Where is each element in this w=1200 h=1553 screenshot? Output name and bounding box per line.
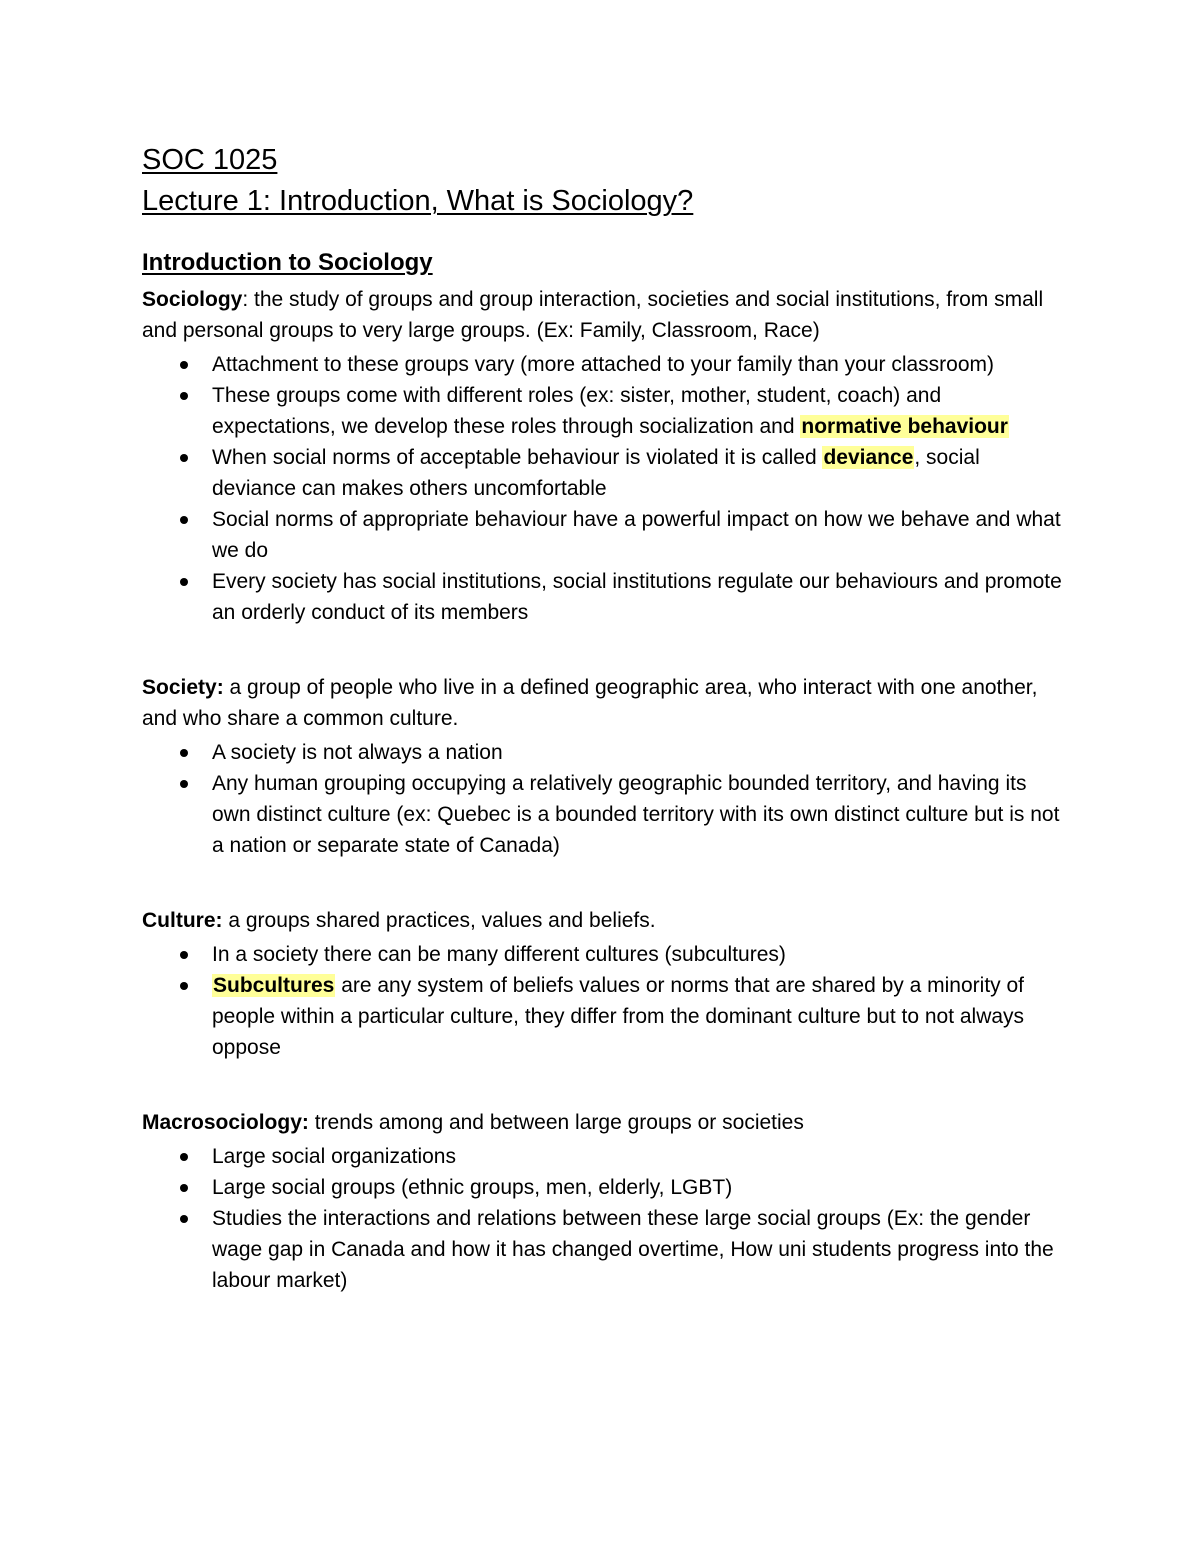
society-definition bbox=[142, 672, 1062, 734]
list-item-text: Studies the interactions and relations between these large social groups (Ex: the gender wage gap in Canada and how it has changed overtime, How uni students progress into the labour market) bbox=[212, 1207, 1054, 1292]
list-item bbox=[142, 1141, 1062, 1172]
list-item-text: are any system of beliefs values or norms that are shared by a minority of people within a particular culture, they differ from the dominant culture but to not always oppose bbox=[212, 974, 1025, 1059]
list-item bbox=[142, 1172, 1062, 1203]
culture-definition bbox=[142, 905, 1062, 936]
macrosociology-definition bbox=[142, 1107, 1062, 1138]
list-item bbox=[142, 504, 1062, 566]
list-item-text: Social norms of appropriate behaviour have a powerful impact on how we behave and what we do bbox=[212, 508, 1061, 562]
list-item-text: A society is not always a nation bbox=[212, 741, 503, 764]
sociology-term: Sociology bbox=[142, 288, 243, 311]
macrosociology-bullet-list bbox=[142, 1141, 1062, 1296]
course-title: SOC 1025 bbox=[142, 144, 278, 176]
list-item bbox=[142, 1203, 1062, 1296]
society-bullet-list bbox=[142, 737, 1062, 861]
bullet-icon bbox=[180, 361, 188, 369]
list-item bbox=[142, 566, 1062, 628]
highlight-normative-behaviour: normative behaviour bbox=[801, 415, 1008, 438]
bullet-icon bbox=[180, 951, 188, 959]
sociology-definition bbox=[142, 284, 1062, 346]
culture-term: Culture: bbox=[142, 909, 223, 932]
list-item-text: In a society there can be many different cultures (subcultures) bbox=[212, 943, 786, 966]
list-item bbox=[142, 939, 1062, 970]
bullet-icon bbox=[180, 749, 188, 757]
list-item-text: Any human grouping occupying a relatively geographic bounded territory, and having its own distinct culture (ex: Quebec is a bounded territory with its own distinct culture but is not a nation or separate state of Canada) bbox=[212, 772, 1060, 857]
list-item bbox=[142, 380, 1062, 442]
bullet-icon bbox=[180, 578, 188, 586]
bullet-icon bbox=[180, 454, 188, 462]
macrosociology-text: trends among and between large groups or societies bbox=[308, 1111, 804, 1134]
list-item bbox=[142, 768, 1062, 861]
section-heading: Introduction to Sociology bbox=[142, 249, 433, 276]
highlight-subcultures: Subcultures bbox=[213, 974, 335, 997]
list-item-text: These groups come with different roles (ex: sister, mother, student, coach) and expectations, we develop these roles through socialization and bbox=[212, 384, 942, 438]
bullet-icon bbox=[180, 1153, 188, 1161]
list-item-text: Every society has social institutions, social institutions regulate our behaviours and promote an orderly conduct of its members bbox=[212, 570, 1062, 624]
document-page bbox=[142, 140, 1062, 1296]
society-text: a group of people who live in a defined geographic area, who interact with one another, and who share a common culture. bbox=[142, 676, 1038, 730]
list-item-text: When social norms of acceptable behaviour is violated it is called bbox=[212, 446, 823, 469]
bullet-icon bbox=[180, 392, 188, 400]
bullet-icon bbox=[180, 780, 188, 788]
sociology-text: : the study of groups and group interaction, societies and social institutions, from small and personal groups to very large groups. (Ex: Family, Classroom, Race) bbox=[142, 288, 1044, 342]
list-item bbox=[142, 970, 1062, 1063]
culture-bullet-list bbox=[142, 939, 1062, 1063]
macrosociology-term: Macrosociology: bbox=[142, 1111, 309, 1134]
list-item-text: Large social organizations bbox=[212, 1145, 456, 1168]
society-term: Society: bbox=[142, 676, 224, 699]
lecture-title: Lecture 1: Introduction, What is Sociology? bbox=[142, 185, 694, 217]
bullet-icon bbox=[180, 1184, 188, 1192]
bullet-icon bbox=[180, 1215, 188, 1223]
list-item bbox=[142, 737, 1062, 768]
bullet-icon bbox=[180, 982, 188, 990]
list-item bbox=[142, 349, 1062, 380]
highlight-deviance: deviance bbox=[823, 446, 914, 469]
culture-text: a groups shared practices, values and beliefs. bbox=[222, 909, 656, 932]
list-item-text: Large social groups (ethnic groups, men, elderly, LGBT) bbox=[212, 1176, 733, 1199]
sociology-bullet-list bbox=[142, 349, 1062, 628]
list-item-text: , social deviance can makes others uncomfortable bbox=[212, 446, 980, 500]
list-item-text: Attachment to these groups vary (more attached to your family than your classroom) bbox=[212, 353, 995, 376]
list-item bbox=[142, 442, 1062, 504]
bullet-icon bbox=[180, 516, 188, 524]
